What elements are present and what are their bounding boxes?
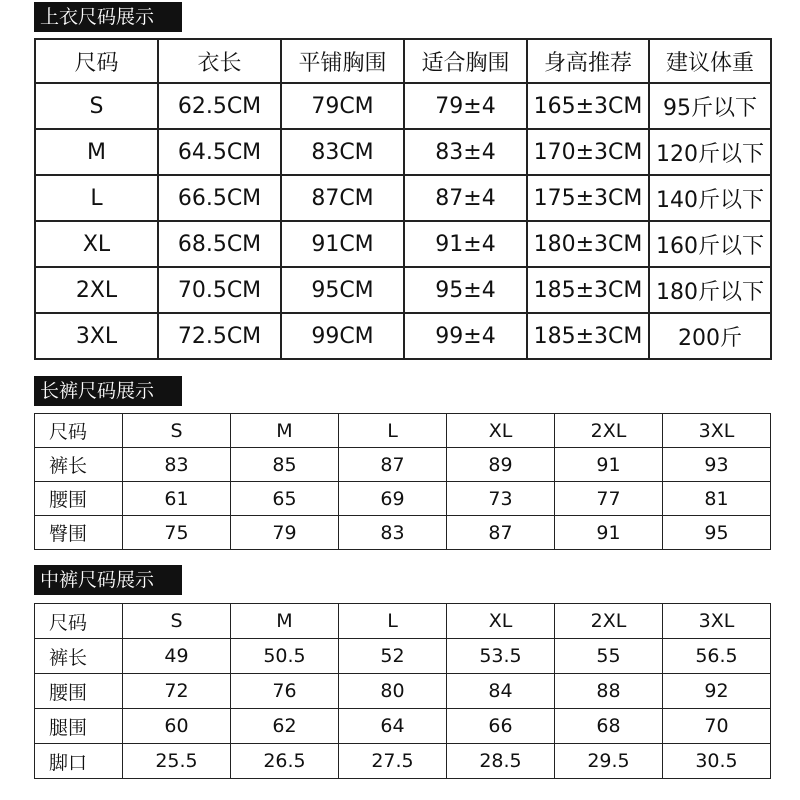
- mid-pants-size-title: 中裤尺码展示: [34, 565, 182, 595]
- header-cell: 3XL: [663, 414, 771, 448]
- tops-row: [35, 129, 771, 175]
- value-cell: 95斤以下: [649, 83, 771, 129]
- value-cell: 99±4: [404, 313, 527, 359]
- tops-size-table-body: [35, 39, 771, 359]
- value-cell: 180±3CM: [527, 221, 649, 267]
- value-cell: 93: [663, 448, 771, 482]
- value-cell: 89: [447, 448, 555, 482]
- tops-row: [35, 267, 771, 313]
- header-cell: 身高推荐: [527, 39, 649, 83]
- value-cell: 185±3CM: [527, 267, 649, 313]
- value-cell: 160斤以下: [649, 221, 771, 267]
- header-cell: S: [123, 414, 231, 448]
- value-cell: 91: [555, 516, 663, 550]
- value-cell: 87±4: [404, 175, 527, 221]
- value-cell: 50.5: [231, 639, 339, 674]
- value-cell: 79: [231, 516, 339, 550]
- row-label-cell: S: [35, 83, 158, 129]
- value-cell: 84: [447, 674, 555, 709]
- header-cell: 平铺胸围: [281, 39, 404, 83]
- mid-pants-row: [35, 744, 771, 779]
- long-pants-row: [35, 516, 771, 550]
- value-cell: 70: [663, 709, 771, 744]
- value-cell: 27.5: [339, 744, 447, 779]
- header-cell: 2XL: [555, 414, 663, 448]
- value-cell: 83: [123, 448, 231, 482]
- header-cell: 衣长: [158, 39, 281, 83]
- value-cell: 69: [339, 482, 447, 516]
- row-label-cell: 脚口: [35, 744, 123, 779]
- row-label-cell: 腿围: [35, 709, 123, 744]
- long-pants-size-title: 长裤尺码展示: [34, 376, 182, 406]
- value-cell: 70.5CM: [158, 267, 281, 313]
- value-cell: 87: [447, 516, 555, 550]
- value-cell: 79±4: [404, 83, 527, 129]
- header-cell: 建议体重: [649, 39, 771, 83]
- long-pants-size-table: [34, 413, 771, 550]
- row-label-cell: 腰围: [35, 482, 123, 516]
- value-cell: 55: [555, 639, 663, 674]
- row-label-cell: XL: [35, 221, 158, 267]
- mid-pants-row: [35, 674, 771, 709]
- long-pants-row: [35, 448, 771, 482]
- header-cell: L: [339, 604, 447, 639]
- tops-header-row: [35, 39, 771, 83]
- value-cell: 83±4: [404, 129, 527, 175]
- row-label-cell: M: [35, 129, 158, 175]
- value-cell: 91: [555, 448, 663, 482]
- value-cell: 87CM: [281, 175, 404, 221]
- value-cell: 170±3CM: [527, 129, 649, 175]
- value-cell: 200斤: [649, 313, 771, 359]
- value-cell: 95±4: [404, 267, 527, 313]
- value-cell: 91CM: [281, 221, 404, 267]
- value-cell: 76: [231, 674, 339, 709]
- value-cell: 77: [555, 482, 663, 516]
- value-cell: 88: [555, 674, 663, 709]
- value-cell: 95: [663, 516, 771, 550]
- value-cell: 64.5CM: [158, 129, 281, 175]
- value-cell: 99CM: [281, 313, 404, 359]
- tops-row: [35, 175, 771, 221]
- value-cell: 65: [231, 482, 339, 516]
- row-label-cell: 2XL: [35, 267, 158, 313]
- value-cell: 72: [123, 674, 231, 709]
- tops-row: [35, 313, 771, 359]
- value-cell: 64: [339, 709, 447, 744]
- header-cell: 适合胸围: [404, 39, 527, 83]
- value-cell: 56.5: [663, 639, 771, 674]
- value-cell: 175±3CM: [527, 175, 649, 221]
- value-cell: 66.5CM: [158, 175, 281, 221]
- value-cell: 83CM: [281, 129, 404, 175]
- mid-pants-row: [35, 709, 771, 744]
- mid-pants-row: [35, 639, 771, 674]
- value-cell: 120斤以下: [649, 129, 771, 175]
- value-cell: 25.5: [123, 744, 231, 779]
- value-cell: 80: [339, 674, 447, 709]
- row-label-cell: 裤长: [35, 448, 123, 482]
- value-cell: 185±3CM: [527, 313, 649, 359]
- tops-size-table: [34, 38, 772, 360]
- tops-row: [35, 83, 771, 129]
- value-cell: 92: [663, 674, 771, 709]
- header-cell: L: [339, 414, 447, 448]
- value-cell: 140斤以下: [649, 175, 771, 221]
- row-label-cell: 臀围: [35, 516, 123, 550]
- value-cell: 83: [339, 516, 447, 550]
- value-cell: 68.5CM: [158, 221, 281, 267]
- value-cell: 95CM: [281, 267, 404, 313]
- value-cell: 62: [231, 709, 339, 744]
- value-cell: 61: [123, 482, 231, 516]
- row-label-cell: 裤长: [35, 639, 123, 674]
- value-cell: 73: [447, 482, 555, 516]
- row-label-cell: 腰围: [35, 674, 123, 709]
- value-cell: 68: [555, 709, 663, 744]
- value-cell: 62.5CM: [158, 83, 281, 129]
- value-cell: 87: [339, 448, 447, 482]
- value-cell: 79CM: [281, 83, 404, 129]
- value-cell: 28.5: [447, 744, 555, 779]
- value-cell: 49: [123, 639, 231, 674]
- value-cell: 72.5CM: [158, 313, 281, 359]
- mid-pants-size-table: [34, 603, 771, 779]
- value-cell: 26.5: [231, 744, 339, 779]
- row-label-cell: 3XL: [35, 313, 158, 359]
- header-cell: XL: [447, 414, 555, 448]
- header-cell: 2XL: [555, 604, 663, 639]
- header-cell: M: [231, 414, 339, 448]
- value-cell: 29.5: [555, 744, 663, 779]
- row-label-cell: L: [35, 175, 158, 221]
- value-cell: 180斤以下: [649, 267, 771, 313]
- value-cell: 30.5: [663, 744, 771, 779]
- mid-pants-header-row: [35, 604, 771, 639]
- header-cell: 3XL: [663, 604, 771, 639]
- value-cell: 165±3CM: [527, 83, 649, 129]
- value-cell: 85: [231, 448, 339, 482]
- tops-row: [35, 221, 771, 267]
- value-cell: 66: [447, 709, 555, 744]
- value-cell: 75: [123, 516, 231, 550]
- value-cell: 60: [123, 709, 231, 744]
- header-cell: S: [123, 604, 231, 639]
- header-cell: 尺码: [35, 414, 123, 448]
- long-pants-row: [35, 482, 771, 516]
- value-cell: 53.5: [447, 639, 555, 674]
- mid-pants-size-table-body: [35, 604, 771, 779]
- long-pants-size-table-body: [35, 414, 771, 550]
- header-cell: XL: [447, 604, 555, 639]
- header-cell: 尺码: [35, 604, 123, 639]
- header-cell: M: [231, 604, 339, 639]
- value-cell: 52: [339, 639, 447, 674]
- value-cell: 81: [663, 482, 771, 516]
- tops-size-title: 上衣尺码展示: [34, 2, 182, 32]
- value-cell: 91±4: [404, 221, 527, 267]
- long-pants-header-row: [35, 414, 771, 448]
- header-cell: 尺码: [35, 39, 158, 83]
